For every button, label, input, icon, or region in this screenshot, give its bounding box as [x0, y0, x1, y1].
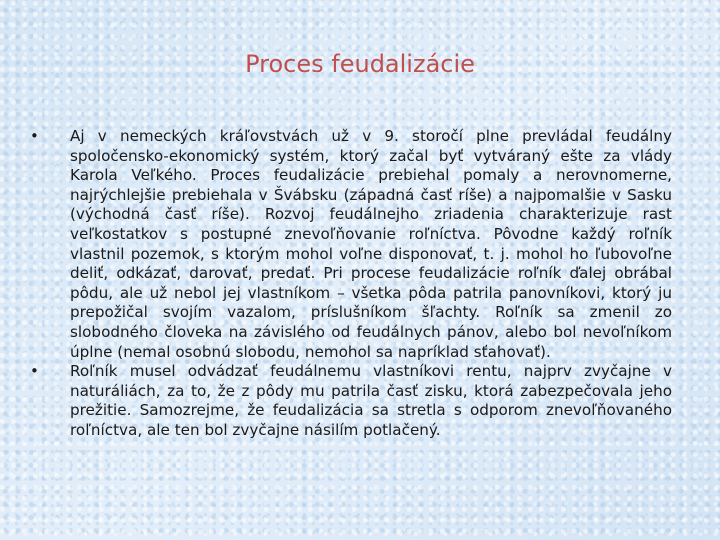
bullet-text: Aj v nemeckých kráľovstvách už v 9. storočí plne prevládal feudálny spoločensko-ekonomický systém, ktorý začal byť vytváraný ešte za vlády Karola Veľkého. Proces feudalizácie prebiehal pomaly a nerovnomerne, najrýchlejšie prebiehala v Švábsku (západná časť ríše) a najpomalšie v Sasku (východná časť ríše). Rozvoj feudálnejho zriadenia charakterizuje rast veľkostatkov s postupné znevoľňovanie roľníctva. Pôvodne každý roľník vlastnil pozemok, s ktorým mohol voľne disponovať, t. j. mohol ho ľubovoľne deliť, odkázať, darovať, predať. Pri procese feudalizácie roľník ďalej obrábal pôdu, ale už nebol jej vlastníkom – všetka pôda patrila panovníkovi, ktorý ju prepožičal svojím vazalom, príslušníkom šľachty. Roľník sa zmenil zo slobodného človeka na závislého od feudálnych pánov, alebo bol nevoľníkom úplne (nemal osobnú slobodu, nemohol sa napríklad sťahovať).: [70, 127, 672, 361]
bullet-list: [30, 127, 672, 441]
slide-title: Proces feudalizácie: [245, 50, 475, 78]
list-item: [30, 362, 672, 440]
bullet-icon: •: [30, 127, 39, 145]
bullet-icon: •: [30, 362, 39, 381]
bullet-text: Roľník musel odvádzať feudálnemu vlastníkovi rentu, najprv zvyčajne v naturáliách, za to, že z pôdy mu patrila časť zisku, ktorá zabezpečovala jeho prežitie. Samozrejme, že feudalizácia sa stretla s odporom znevoľňovaného roľníctva, ale ten bol zvyčajne násilím potlačený.: [70, 362, 672, 439]
list-item: [30, 127, 672, 362]
